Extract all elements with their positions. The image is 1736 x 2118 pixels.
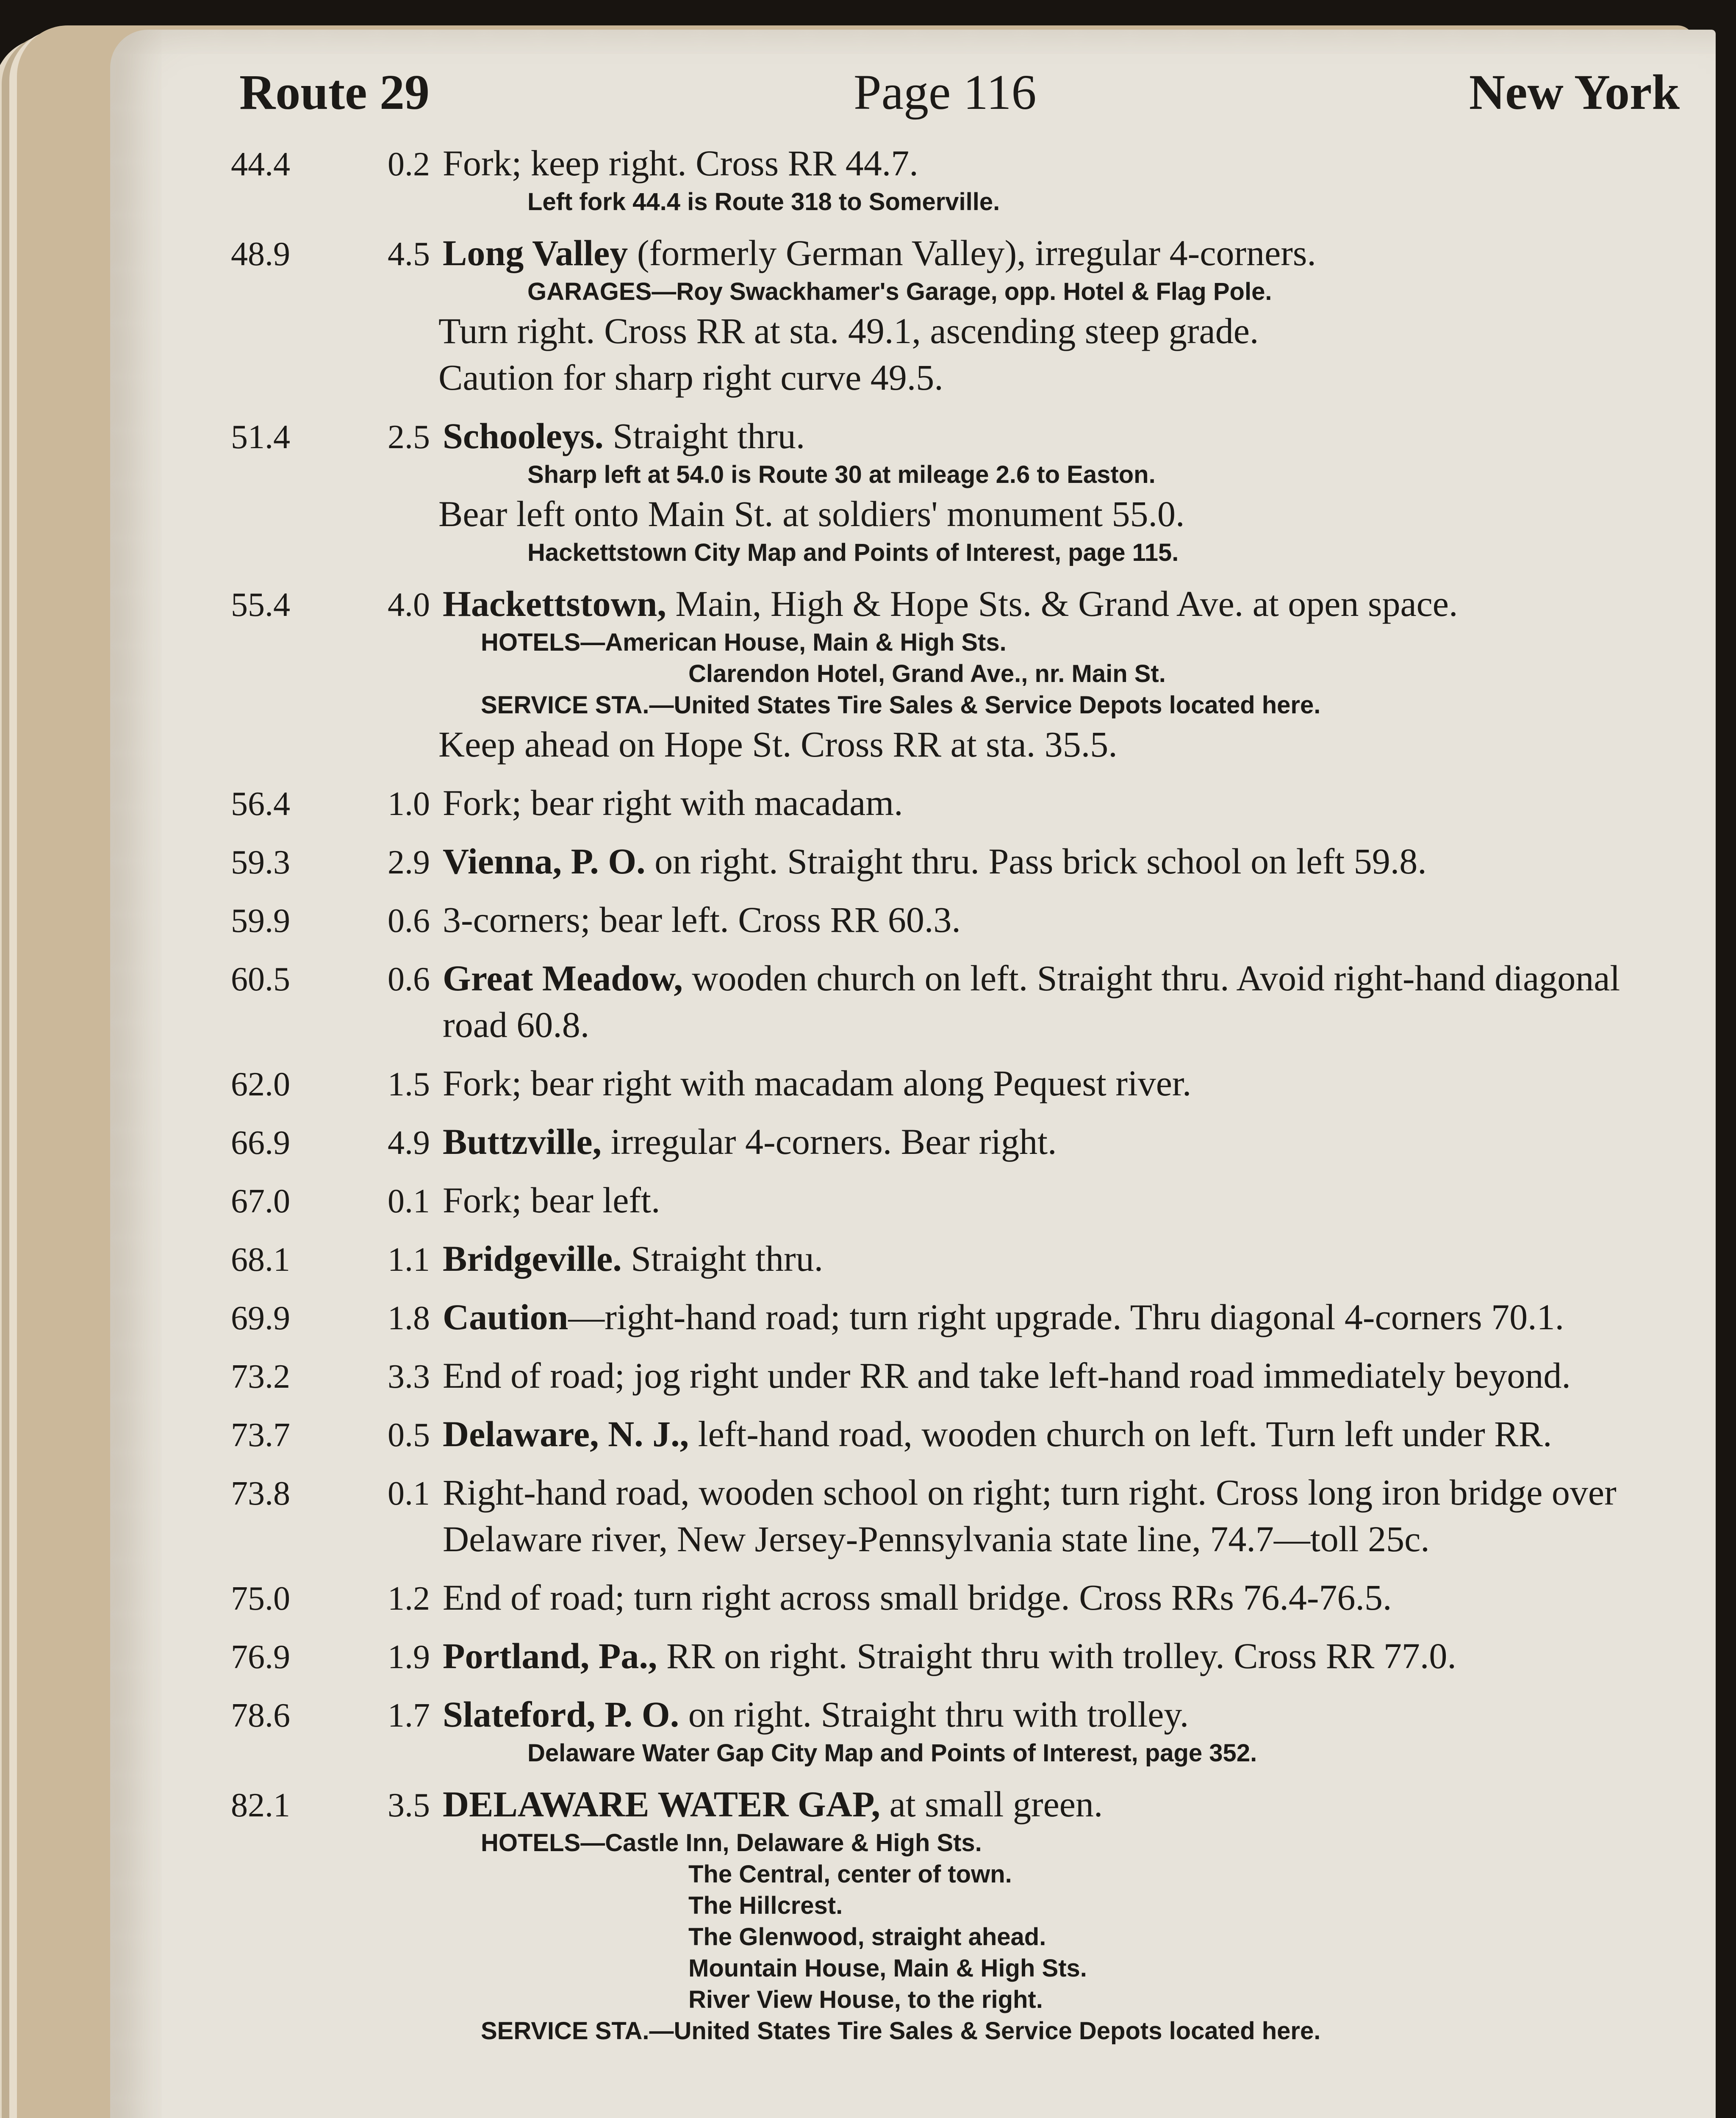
direction-detail: irregular 4-corners. Bear right. <box>602 1121 1057 1162</box>
place-name: Buttzville, <box>443 1121 602 1162</box>
step-distance: 0.1 <box>388 1183 430 1220</box>
place-name: Long Valley <box>443 233 628 273</box>
entry-note: Sharp left at 54.0 is Route 30 at mileage 2.6 to Easton. <box>527 461 1156 488</box>
step-distance: 0.2 <box>388 146 430 183</box>
direction-detail: (formerly German Valley), irregular 4-corners. <box>628 233 1316 273</box>
step-distance: 4.5 <box>388 236 430 273</box>
mileage: 75.0 <box>231 1580 290 1617</box>
hotels-heading: HOTELS—American House, Main & High Sts. <box>481 629 1007 656</box>
entry-row <box>231 1691 1684 1738</box>
step-distance: 0.6 <box>388 902 430 940</box>
direction-detail: End of road; jog right under RR and take left-hand road immediately beyond. <box>443 1355 1571 1396</box>
direction-text <box>443 580 1684 627</box>
route-entry <box>231 1633 1684 1679</box>
direction-text <box>443 838 1684 884</box>
direction-detail: on right. Straight thru. Pass brick school on left 59.8. <box>645 841 1427 882</box>
route-entry <box>231 779 1684 826</box>
mileage: 68.1 <box>231 1241 290 1278</box>
step-distance: 3.3 <box>388 1358 430 1395</box>
direction-text <box>443 1781 1684 1827</box>
mileage: 48.9 <box>231 236 290 273</box>
route-entry <box>231 1411 1684 1457</box>
entry-row <box>231 955 1684 1048</box>
route-entry <box>231 413 1684 568</box>
mileage: 59.3 <box>231 844 290 881</box>
step-distance: 4.0 <box>388 586 430 624</box>
direction-text <box>443 1177 1684 1223</box>
entry-note: Hackettstown City Map and Points of Interest, page 115. <box>527 539 1179 566</box>
hotel-item: River View House, to the right. <box>688 1986 1043 2013</box>
step-distance: 0.5 <box>388 1417 430 1454</box>
route-entry <box>231 140 1684 218</box>
mileage: 56.4 <box>231 785 290 823</box>
entry-note: Left fork 44.4 is Route 318 to Somerville. <box>527 188 1000 216</box>
direction-text <box>443 1294 1684 1340</box>
entry-row <box>231 838 1684 884</box>
direction-detail: left-hand road, wooden church on left. Turn left under RR. <box>689 1414 1552 1454</box>
direction-text <box>443 1060 1684 1106</box>
step-distance: 4.9 <box>388 1124 430 1162</box>
mileage: 67.0 <box>231 1183 290 1220</box>
direction-text <box>443 1633 1684 1679</box>
entry-row <box>231 580 1684 627</box>
direction-detail: —right-hand road; turn right upgrade. Thru diagonal 4-corners 70.1. <box>568 1297 1564 1337</box>
direction-detail: wooden church on left. Straight thru. Avoid right-hand diagonal road 60.8. <box>443 958 1620 1045</box>
direction-detail: at small green. <box>880 1784 1103 1824</box>
step-distance: 0.1 <box>388 1475 430 1512</box>
direction-detail: Main, High & Hope Sts. & Grand Ave. at open space. <box>666 583 1458 624</box>
step-distance: 1.7 <box>388 1697 430 1734</box>
place-name: Great Meadow, <box>443 958 683 998</box>
entry-row <box>231 1177 1684 1223</box>
entry-continuation: Keep ahead on Hope St. Cross RR at sta. 35.5. <box>438 724 1118 765</box>
direction-text <box>443 1118 1684 1165</box>
route-entry <box>231 896 1684 943</box>
direction-text <box>443 413 1684 459</box>
step-distance: 2.9 <box>388 844 430 881</box>
entry-row <box>231 1469 1684 1562</box>
direction-detail: RR on right. Straight thru with trolley. Cross RR 77.0. <box>657 1636 1456 1676</box>
service-station-note: SERVICE STA.—United States Tire Sales & Service Depots located here. <box>481 691 1321 719</box>
direction-detail: 3-corners; bear left. Cross RR 60.3. <box>443 899 961 940</box>
route-entry <box>231 230 1684 401</box>
direction-text <box>443 955 1684 1048</box>
mileage: 44.4 <box>231 146 290 183</box>
place-name: Slateford, P. O. <box>443 1694 679 1735</box>
place-name: Bridgeville. <box>443 1238 622 1279</box>
mileage: 76.9 <box>231 1638 290 1676</box>
step-distance: 1.0 <box>388 785 430 823</box>
direction-text <box>443 1691 1684 1738</box>
mileage: 73.2 <box>231 1358 290 1395</box>
direction-text <box>443 1574 1684 1621</box>
entry-row <box>231 1352 1684 1399</box>
direction-text <box>443 896 1684 943</box>
mileage: 73.7 <box>231 1417 290 1454</box>
place-name: Portland, Pa., <box>443 1636 657 1676</box>
mileage: 69.9 <box>231 1300 290 1337</box>
direction-detail: on right. Straight thru with trolley. <box>679 1694 1189 1735</box>
mileage: 78.6 <box>231 1697 290 1734</box>
entry-row <box>231 413 1684 459</box>
entry-row <box>231 1060 1684 1106</box>
route-entry <box>231 1294 1684 1340</box>
step-distance: 1.8 <box>388 1300 430 1337</box>
place-name: Caution <box>443 1297 568 1337</box>
route-entry <box>231 1691 1684 1769</box>
entry-continuation: Turn right. Cross RR at sta. 49.1, ascending steep grade. <box>438 310 1259 351</box>
route-entry <box>231 1118 1684 1165</box>
route-entry <box>231 1781 1684 2047</box>
step-distance: 1.5 <box>388 1066 430 1103</box>
entry-continuation: Bear left onto Main St. at soldiers' monument 55.0. <box>438 493 1185 534</box>
direction-detail: Fork; bear right with macadam along Pequest river. <box>443 1063 1192 1103</box>
route-entry <box>231 955 1684 1048</box>
route-entry <box>231 1235 1684 1282</box>
place-name: Vienna, P. O. <box>443 841 646 882</box>
route-entry <box>231 838 1684 884</box>
entry-row <box>231 1574 1684 1621</box>
entry-row <box>231 1411 1684 1457</box>
hotels-heading: HOTELS—Castle Inn, Delaware & High Sts. <box>481 1829 982 1857</box>
place-name: Delaware, N. J., <box>443 1414 689 1454</box>
place-name: Hackettstown, <box>443 583 666 624</box>
page-header <box>239 64 1680 127</box>
direction-detail: Fork; keep right. Cross RR 44.7. <box>443 143 918 183</box>
route-entry <box>231 1574 1684 1621</box>
direction-text <box>443 1469 1684 1562</box>
entry-note: Delaware Water Gap City Map and Points of Interest, page 352. <box>527 1739 1257 1767</box>
route-entry <box>231 580 1684 768</box>
direction-text <box>443 779 1684 826</box>
entry-note: GARAGES—Roy Swackhamer's Garage, opp. Hotel & Flag Pole. <box>527 278 1272 305</box>
mileage: 60.5 <box>231 961 290 998</box>
direction-text <box>443 1352 1684 1399</box>
entry-continuation: Caution for sharp right curve 49.5. <box>438 357 943 398</box>
step-distance: 1.1 <box>388 1241 430 1278</box>
entry-row <box>231 1294 1684 1340</box>
mileage: 51.4 <box>231 419 290 456</box>
direction-text <box>443 1235 1684 1282</box>
route-entries <box>231 140 1684 2059</box>
entry-row <box>231 896 1684 943</box>
entry-row <box>231 779 1684 826</box>
page-number: Page 116 <box>854 64 1037 120</box>
mileage: 59.9 <box>231 902 290 940</box>
route-entry <box>231 1469 1684 1562</box>
step-distance: 1.9 <box>388 1638 430 1676</box>
step-distance: 3.5 <box>388 1787 430 1824</box>
step-distance: 2.5 <box>388 419 430 456</box>
hotel-item: Clarendon Hotel, Grand Ave., nr. Main St. <box>688 660 1166 688</box>
hotel-item: The Hillcrest. <box>688 1892 843 1919</box>
direction-text <box>443 140 1684 186</box>
step-distance: 1.2 <box>388 1580 430 1617</box>
direction-detail: Straight thru. <box>621 1238 824 1279</box>
direction-detail: End of road; turn right across small bridge. Cross RRs 76.4-76.5. <box>443 1577 1392 1618</box>
route-entry <box>231 1060 1684 1106</box>
entry-row <box>231 1235 1684 1282</box>
section-title: New York <box>1469 64 1680 120</box>
direction-text <box>443 230 1684 276</box>
mileage: 62.0 <box>231 1066 290 1103</box>
route-entry <box>231 1352 1684 1399</box>
entry-row <box>231 140 1684 186</box>
route-entry <box>231 1177 1684 1223</box>
direction-text <box>443 1411 1684 1457</box>
direction-detail: Straight thru. <box>603 416 805 456</box>
mileage: 73.8 <box>231 1475 290 1512</box>
direction-detail: Right-hand road, wooden school on right; turn right. Cross long iron bridge over Delaware river, New Jersey-Pennsylvania state line, 74.7—toll 25c. <box>443 1472 1617 1559</box>
route-label: Route 29 <box>239 64 430 120</box>
place-name: Schooleys. <box>443 416 604 456</box>
mileage: 82.1 <box>231 1787 290 1824</box>
hotel-item: The Glenwood, straight ahead. <box>688 1923 1046 1951</box>
direction-detail: Fork; bear left. <box>443 1180 660 1220</box>
hotel-item: Mountain House, Main & High Sts. <box>688 1954 1087 1982</box>
entry-row <box>231 230 1684 276</box>
service-station-note: SERVICE STA.—United States Tire Sales & Service Depots located here. <box>481 2017 1321 2045</box>
place-name: DELAWARE WATER GAP, <box>443 1784 881 1824</box>
mileage: 66.9 <box>231 1124 290 1162</box>
entry-row <box>231 1781 1684 1827</box>
mileage: 55.4 <box>231 586 290 624</box>
hotel-item: The Central, center of town. <box>688 1860 1012 1888</box>
step-distance: 0.6 <box>388 961 430 998</box>
direction-detail: Fork; bear right with macadam. <box>443 782 903 823</box>
entry-row <box>231 1633 1684 1679</box>
entry-row <box>231 1118 1684 1165</box>
